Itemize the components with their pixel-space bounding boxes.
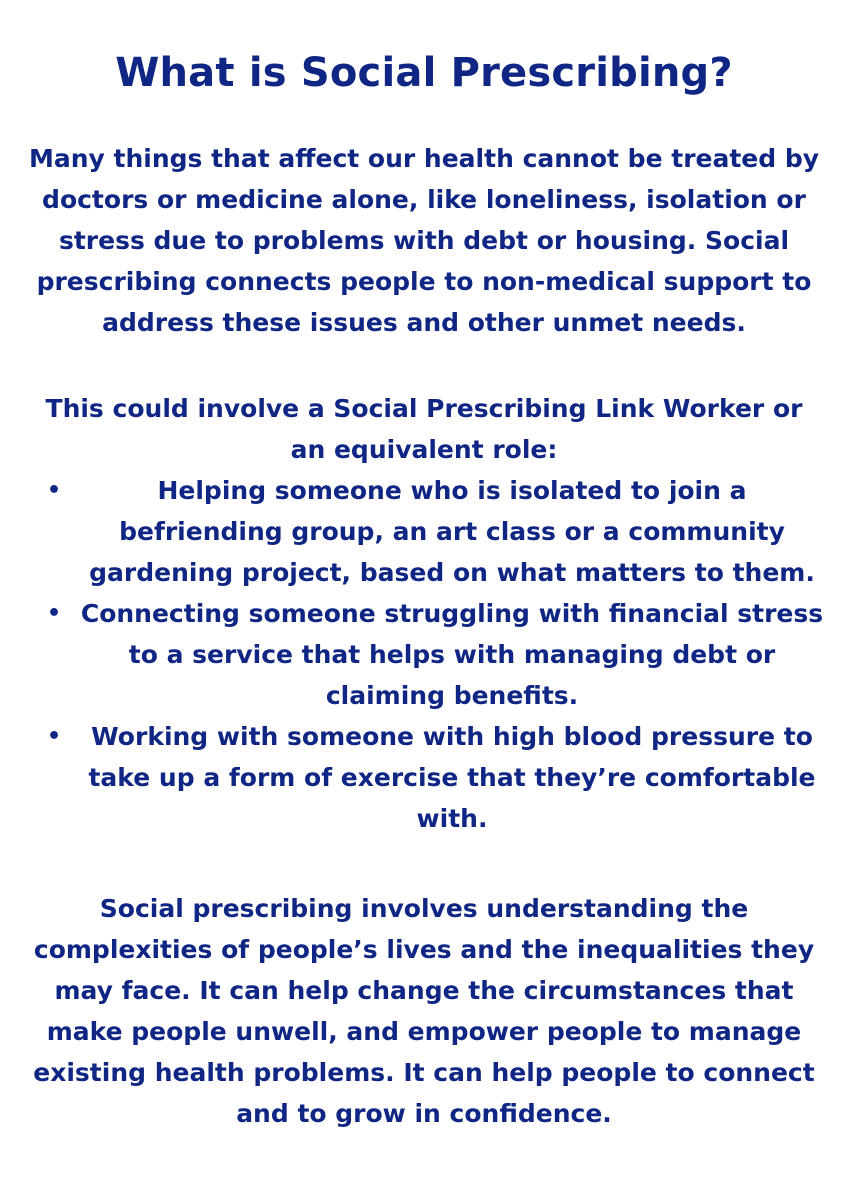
list-item <box>40 593 830 716</box>
list-item <box>40 470 830 593</box>
examples-list <box>40 470 830 839</box>
list-item <box>40 716 830 839</box>
closing-paragraph: Social prescribing involves understanding the complexities of people’s lives and the inequalities they may face. It can help change the circumstances that make people unwell, and empower people to manage existing health problems. It can help people to connect and to grow in confidence. <box>33 894 815 1128</box>
lead-paragraph: This could involve a Social Prescribing Link Worker or an equivalent role: <box>45 394 803 464</box>
page-title: What is Social Prescribing? <box>115 50 733 96</box>
bullet-icon: • <box>46 478 62 503</box>
list-item-text: Working with someone with high blood pressure to take up a form of exercise that they’re comfortable with. <box>88 722 816 833</box>
list-item-text: Connecting someone struggling with financial stress to a service that helps with managing debt or claiming benefits. <box>80 599 824 710</box>
intro-paragraph: Many things that affect our health cannot be treated by doctors or medicine alone, like loneliness, isolation or stress due to problems with debt or housing. Social prescribing connects people to non-medical support to address these issues and other unmet needs. <box>28 144 820 337</box>
bullet-icon: • <box>46 601 62 626</box>
list-item-text: Helping someone who is isolated to join a befriending group, an art class or a community gardening project, based on what matters to them. <box>89 476 815 587</box>
bullet-icon: • <box>46 724 62 749</box>
